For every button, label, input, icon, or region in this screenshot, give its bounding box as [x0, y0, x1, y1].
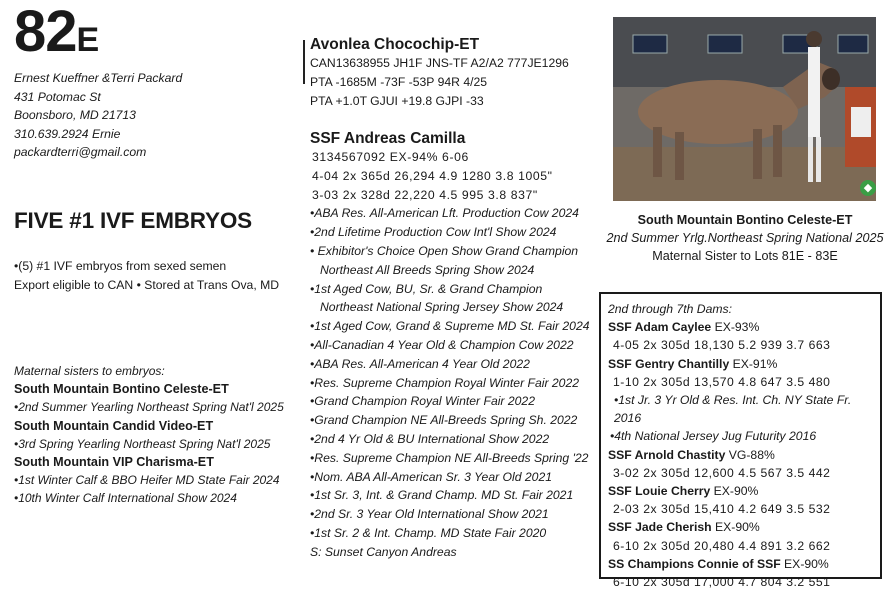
pedigree-divider [303, 40, 305, 84]
dam-entry-record: 1-10 2x 305d 13,570 4.8 647 3.5 480 [613, 374, 831, 389]
dam-award: •Res. Supreme Champion Royal Winter Fair 2022 [310, 375, 580, 390]
consignor-names: Ernest Kueffner &Terri Packard [14, 71, 183, 85]
dam-entry-record: 2-03 2x 305d 15,410 4.2 649 3.5 532 [613, 502, 831, 517]
dam-entry-record: 4-05 2x 305d 18,130 5.2 939 3.7 663 [613, 338, 831, 353]
sister-name: South Mountain VIP Charisma-ET [14, 455, 214, 470]
dam-award: •2nd Sr. 3 Year Old International Show 2021 [310, 507, 549, 522]
dam-id-line: 3134567092 EX-94% 6-06 [312, 150, 469, 164]
dam-award: •2nd Lifetime Production Cow Int'l Show 2024 [310, 225, 557, 240]
sire-line: CAN13638955 JH1F JNS-TF A2/A2 777JE1296 [310, 56, 569, 70]
dams-box-header: 2nd through 7th Dams: [608, 302, 732, 316]
lot-number-digits: 82 [14, 0, 77, 64]
dam-entry-name: SSF Jade Cherish [608, 520, 712, 535]
dam-entry [608, 355, 873, 373]
dam-entry-name: SSF Adam Caylee [608, 320, 712, 335]
sister-note: •3rd Spring Yearling Northeast Spring Nat'l 2025 [14, 436, 271, 451]
lot-suffix: E [76, 21, 100, 59]
consignor-city: Boonsboro, MD 21713 [14, 108, 136, 123]
dam-entry-name: SSF Louie Cherry [608, 484, 711, 499]
lot-number [14, 2, 99, 70]
dam-entry [608, 446, 873, 464]
dam-award: •1st Sr. 2 & Int. Champ. MD State Fair 2020 [310, 525, 547, 540]
sister-name: South Mountain Bontino Celeste-ET [14, 382, 229, 397]
dam-entry-score: VG-88% [725, 447, 775, 462]
dam-award: •Res. Supreme Champion NE All-Breeds Spring '22 [310, 450, 589, 465]
detail-line: •(5) #1 IVF embryos from sexed semen [14, 259, 227, 273]
dam-award: •Grand Champion NE All-Breeds Spring Sh. 2022 [310, 413, 578, 428]
dam-award: Northeast All Breeds Spring Show 2024 [320, 262, 535, 277]
sister-note: •10th Winter Calf International Show 2024 [14, 491, 237, 506]
dam-entry-name: SSF Gentry Chantilly [608, 356, 730, 371]
dam-entry [608, 482, 873, 500]
dam-award: •Nom. ABA All-American Sr. 3 Year Old 2021 [310, 469, 553, 484]
sire-line: PTA +1.0T GJUI +19.8 GJPI -33 [310, 93, 484, 108]
dam-entry-award: •1st Jr. 3 Yr Old & Res. Int. Ch. NY State Fr. 2016 [614, 393, 852, 426]
dam-award: •All-Canadian 4 Year Old & Champion Cow 2022 [310, 337, 574, 352]
dam-award: •Grand Champion Royal Winter Fair 2022 [310, 394, 535, 409]
dams-box [599, 292, 882, 590]
lot-headline: FIVE #1 IVF EMBRYOS [14, 208, 252, 233]
dam-entry [608, 318, 873, 336]
dam-award: Northeast National Spring Jersey Show 2024 [320, 300, 564, 315]
photo-caption [600, 211, 890, 266]
dam-name: SSF Andreas Camilla [310, 130, 466, 147]
caption-line: Maternal Sister to Lots 81E - 83E [652, 249, 838, 264]
dam-entry-score: EX-91% [729, 356, 778, 371]
maternal-intro: Maternal sisters to embryos: [14, 364, 165, 378]
dam-entry [608, 555, 873, 573]
dam-entry-score: EX-90% [711, 520, 760, 535]
sister-note: •1st Winter Calf & BBO Heifer MD State Fair 2024 [14, 473, 280, 488]
caption-line: 2nd Summer Yrlg.Northeast Spring National 2025 [606, 231, 884, 246]
consignor-block [14, 69, 182, 162]
consignor-phone: 310.639.2924 Ernie [14, 126, 121, 141]
maternal-sisters [14, 362, 284, 508]
dam-award: •2nd 4 Yr Old & BU International Show 2022 [310, 431, 550, 446]
dam-entry-name: SSF Arnold Chastity [608, 447, 726, 462]
dam-award: •ABA Res. All-American 4 Year Old 2022 [310, 356, 530, 371]
dam-entry-score: EX-90% [780, 556, 829, 571]
dam-record: 4-04 2x 365d 26,294 4.9 1280 3.8 1005" [312, 168, 553, 183]
sire-name: Avonlea Chocochip-ET [310, 36, 480, 53]
consignor-email: packardterri@gmail.com [14, 145, 147, 160]
dam-entry-record: 3-02 2x 305d 12,600 4.5 567 3.5 442 [613, 465, 831, 480]
lot-details [14, 257, 279, 294]
dam-entry-score: EX-93% [711, 320, 760, 335]
detail-line: Export eligible to CAN • Stored at Trans Ova, MD [14, 277, 280, 292]
dam-entry-score: EX-90% [710, 484, 759, 499]
cow-photo-illustration [613, 17, 876, 201]
dam-award: • Exhibitor's Choice Open Show Grand Champion [310, 243, 579, 258]
sister-note: •2nd Summer Yearling Northeast Spring Nat'l 2025 [14, 400, 284, 415]
dam-award: •1st Aged Cow, Grand & Supreme MD St. Fair 2024 [310, 319, 590, 334]
dam-award: •1st Aged Cow, BU, Sr. & Grand Champion [310, 281, 543, 296]
dam-entry-record: 6-10 2x 305d 20,480 4.4 891 3.2 662 [613, 538, 831, 553]
caption-name: South Mountain Bontino Celeste-ET [637, 213, 853, 227]
sister-name: South Mountain Candid Video-ET [14, 418, 214, 433]
consignor-street: 431 Potomac St [14, 89, 101, 104]
green-logo-icon: ◆ [860, 180, 876, 196]
dam-record: 3-03 2x 328d 22,220 4.5 995 3.8 837" [312, 187, 538, 202]
dam-sire: S: Sunset Canyon Andreas [310, 544, 457, 559]
dam-entry-record: 6-10 2x 305d 17,000 4.7 804 3.2 551 [613, 575, 831, 590]
cow-photo [613, 17, 876, 201]
dam-entry [608, 518, 873, 536]
dam-award: •1st Sr. 3, Int. & Grand Champ. MD St. Fair 2021 [310, 488, 574, 503]
dam-entry-award: •4th National Jersey Jug Futurity 2016 [610, 429, 817, 444]
sire-line: PTA -1685M -73F -53P 94R 4/25 [310, 74, 488, 89]
dam-block [310, 130, 590, 562]
dam-entry-name: SS Champions Connie of SSF [608, 556, 781, 571]
sire-block [310, 36, 569, 110]
dam-award: •ABA Res. All-American Lft. Production Cow 2024 [310, 206, 579, 221]
